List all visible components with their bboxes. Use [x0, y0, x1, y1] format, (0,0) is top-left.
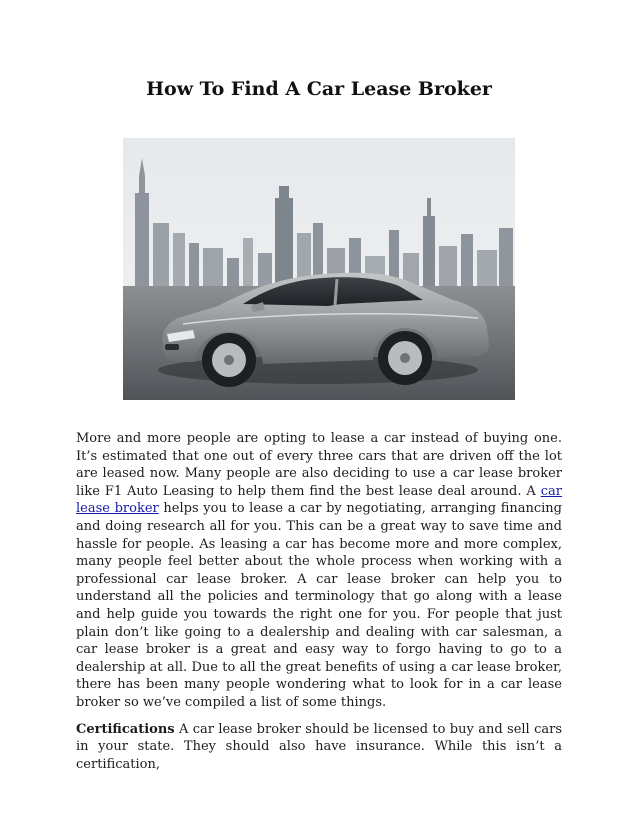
intro-text-1: More and more people are opting to lease a car instead of buying one. It’s estimated that one out of every three cars that are driven off the lot are leased now. Many people are also deciding to use a car lease broker like F1 Auto Leasing to help them find the best lease deal around. A — [76, 431, 562, 499]
paragraph-certifications — [76, 721, 562, 774]
paragraph-intro — [76, 430, 562, 712]
car-photo — [123, 138, 515, 400]
certifications-text: A car lease broker should be licensed to buy and sell cars in your state. They should also have insurance. While this isn’t a certification, — [76, 721, 562, 772]
article-title: How To Find A Car Lease Broker — [146, 78, 492, 100]
car-lease-broker-link[interactable]: car lease broker — [76, 483, 562, 517]
intro-text-2: helps you to lease a car by negotiating, arranging financing and doing research all for you. This can be a great way to save time and hassle for people. As leasing a car has become more and more complex, many people feel better about the whole process when working with a professional car lease broker. A car lease broker can help you to understand all the policies and terminology that go along with a lease and help guide you towards the right one for you. For people that just plain don’t like going to a dealership and dealing with car salesman, a car lease broker is a great and easy way to forgo having to go to a dealership at all. Due to all the great benefits of using a car lease broker, there has been many people wondering what to look for in a car lease broker so we’ve compiled a list of some things. — [76, 501, 563, 710]
article-body — [76, 430, 562, 782]
certifications-heading: Certifications — [76, 721, 175, 737]
